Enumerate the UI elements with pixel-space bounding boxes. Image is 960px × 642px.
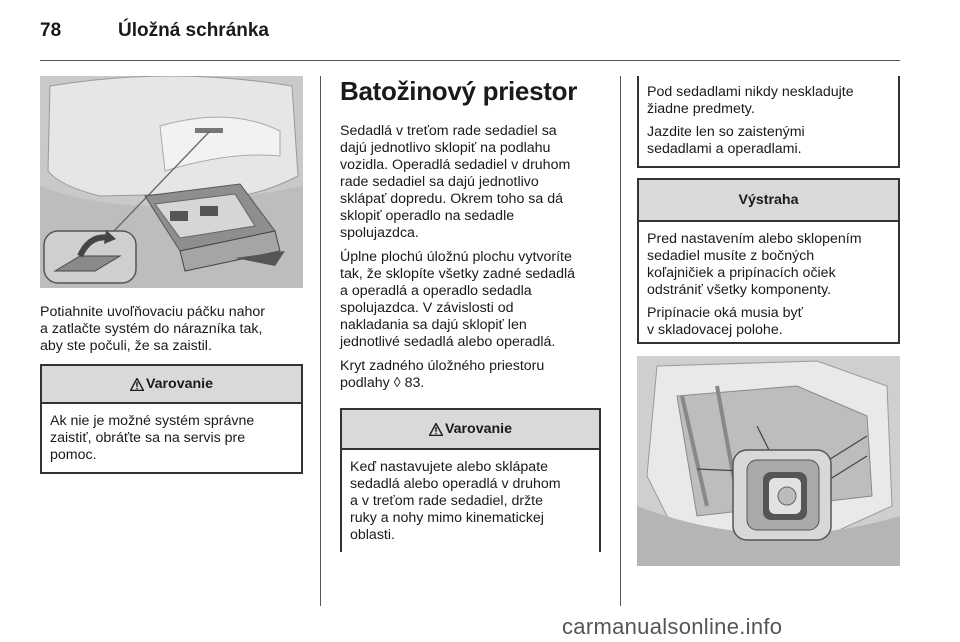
text-line: jednotlivé sedadlá alebo operadlá. [340, 334, 556, 350]
text-line: sklápať dopredu. Okrem toho sa dá [340, 191, 563, 207]
text-line: Pred nastavením alebo sklopením [647, 231, 862, 247]
warning-title: Varovanie [444, 421, 513, 437]
warning-line: a v treťom rade sedadiel, držte [350, 493, 544, 509]
text-line: rade sedadiel sa dajú jednotlivo [340, 174, 539, 190]
caution-header [639, 180, 898, 222]
warning-line: Ak nie je možné systém správne [50, 413, 255, 429]
warning-triangle-icon [429, 423, 443, 436]
header-rule [40, 60, 900, 61]
text-line: sedadlami a operadlami. [647, 141, 802, 157]
paragraph [340, 249, 605, 351]
text-line: Pripínacie oká musia byť [647, 305, 803, 321]
warning-line: zaistiť, obráťte sa na servis pre [50, 430, 246, 446]
caution-body [639, 222, 898, 339]
paragraph [647, 305, 889, 339]
text-line: odstrániť všetky komponenty. [647, 282, 832, 298]
paragraph [340, 123, 605, 242]
watermark-text: carmanualsonline.info [562, 614, 783, 639]
text-line: Úplne plochú úložnú plochu vytvoríte [340, 249, 572, 265]
text-line: vozidla. Operadlá sedadiel v druhom [340, 157, 571, 173]
warning-title: Varovanie [145, 376, 214, 392]
middle-text [340, 123, 605, 399]
section-heading: Batožinový priestor [340, 76, 578, 106]
text-line: v skladovacej polohe. [647, 322, 783, 338]
text-line: tak, že sklopíte všetky zadné sedadlá [340, 266, 576, 282]
continued-body [639, 76, 898, 158]
page-reference-link[interactable] [394, 375, 425, 391]
text-line: spolujazdca. [340, 225, 419, 241]
text-line: sklopiť operadlo na sedadle [340, 208, 515, 224]
caption-line: aby ste počuli, že sa zaistil. [40, 338, 212, 354]
warning-header [342, 410, 599, 450]
paragraph [647, 124, 889, 158]
text-line: spolujazdca. V závislosti od [340, 300, 514, 316]
text-line: žiadne predmety. [647, 101, 755, 117]
caption-line: Potiahnite uvoľňovaciu páčku nahor [40, 304, 265, 320]
warning-line: Keď nastavujete alebo sklápate [350, 459, 549, 475]
reference-arrow-icon: ◊ [393, 375, 401, 391]
column-divider-right [620, 76, 621, 606]
warning-line: sedadlá alebo operadlá v druhom [350, 476, 561, 492]
paragraph [340, 358, 605, 392]
text-line: a operadlá a operadlo sedadla [340, 283, 532, 299]
warning-line: pomoc. [50, 447, 97, 463]
text-line: Jazdite len so zaistenými [647, 124, 805, 140]
caution-title: Výstraha [738, 192, 799, 208]
warning-body [42, 404, 301, 464]
left-warning-box [40, 364, 303, 474]
warning-triangle-icon [130, 378, 144, 391]
middle-warning-box [340, 408, 601, 552]
text-line: Sedadlá v treťom rade sedadiel sa [340, 123, 557, 139]
continued-warning-box [637, 76, 900, 168]
warning-line: ruky a nohy mimo kinematickej [350, 510, 544, 526]
text-line: Kryt zadného úložného priestoru [340, 358, 545, 374]
warning-header [42, 366, 301, 404]
caution-box [637, 178, 900, 344]
text-line: Pod sedadlami nikdy neskladujte [647, 84, 854, 100]
rear-storage-illustration [40, 76, 303, 288]
reference-page: 83. [404, 375, 425, 391]
warning-line: oblasti. [350, 527, 395, 543]
cargo-eyelet-illustration [637, 356, 900, 566]
paragraph [647, 231, 889, 299]
column-divider-left [320, 76, 321, 606]
text-line: nakladania sa dajú sklopiť len [340, 317, 527, 333]
left-caption [40, 304, 305, 355]
section-title: Úložná schránka [118, 20, 269, 41]
warning-body [342, 450, 599, 544]
text-line: podlahy [340, 375, 390, 391]
caption-line: a zatlačte systém do nárazníka tak, [40, 321, 263, 337]
paragraph [647, 84, 889, 118]
text-line: sedadiel musíte z bočných [647, 248, 815, 264]
page-number: 78 [40, 20, 62, 41]
text-line: koľajničiek a pripínacích očiek [647, 265, 836, 281]
text-line: dajú jednotlivo sklopiť na podlahu [340, 140, 551, 156]
